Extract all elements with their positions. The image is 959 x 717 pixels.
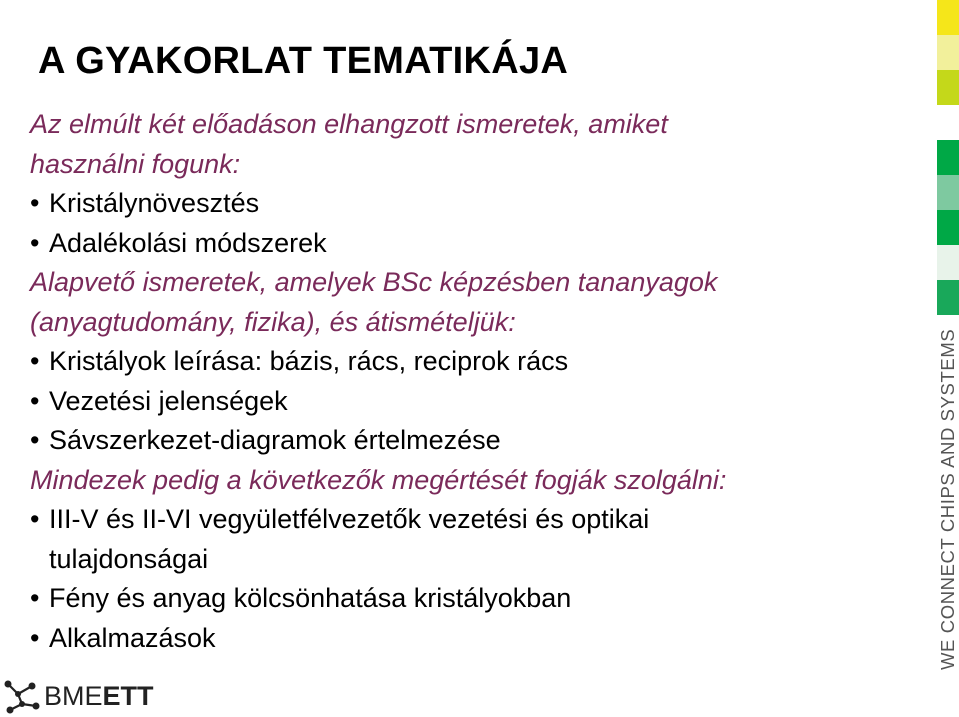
circuit-nodes-icon [2,676,42,716]
bullet-dot-icon: • [30,346,40,376]
bullet-item [30,382,930,422]
stripe-segment [937,105,959,140]
bullet-item [30,500,930,540]
section-heading: Az elmúlt két előadáson elhangzott ismeretek, amiket [30,109,668,139]
bullet-item [30,224,930,264]
section-heading: (anyagtudomány, fizika), és átismételjük: [30,306,516,337]
bullet-text: Kristályok leírása: bázis, rács, reciprok rács [49,346,569,376]
section-heading: használni fogunk: [30,148,241,179]
stripe-segment [937,70,959,105]
bullet-dot-icon: • [30,188,40,218]
bullet-text: Kristálynövesztés [49,188,260,218]
bullet-text: Sávszerkezet-diagramok értelmezése [49,425,501,455]
stripe-segment [937,140,959,175]
bullet-continuation: tulajdonságai [49,543,209,574]
bullet-item [30,619,930,659]
bullet-text: Fény és anyag kölcsönhatása kristályokban [49,583,572,613]
bullet-dot-icon: • [30,425,40,455]
bullet-dot-icon: • [30,227,40,258]
logo-text [44,681,154,712]
stripe-segment [937,35,959,70]
bullet-dot-icon: • [30,622,40,653]
slide-content [30,105,930,658]
bullet-dot-icon: • [30,385,40,416]
bullet-text: Alkalmazások [49,622,216,653]
stripe-segment [937,0,959,35]
bullet-dot-icon: • [30,583,40,613]
slide-title: A GYAKORLAT TEMATIKÁJA [38,40,569,82]
bullet-text: Vezetési jelenségek [49,385,288,416]
section-heading: Alapvető ismeretek, amelyek BSc képzésben tananyagok [30,267,718,297]
logo-text-light: BME [44,681,103,711]
stripe-segment [937,280,959,315]
bullet-item [30,421,930,461]
bullet-item [30,579,930,619]
side-tagline: WE CONNECT CHIPS AND SYSTEMS [937,328,958,670]
bullet-text: III-V és II-VI vegyületfélvezetők vezetési és optikai [49,504,650,534]
stripe-segment [937,245,959,280]
stripe-segment [937,175,959,210]
bullet-item [30,184,930,224]
bullet-text: Adalékolási módszerek [49,227,327,258]
side-tagline-box [937,320,959,670]
bullet-item [30,342,930,382]
logo-text-bold: ETT [102,681,154,711]
stripe-segment [937,210,959,245]
section-heading: Mindezek pedig a következők megértését fogják szolgálni: [30,464,727,495]
bullet-dot-icon: • [30,504,40,534]
